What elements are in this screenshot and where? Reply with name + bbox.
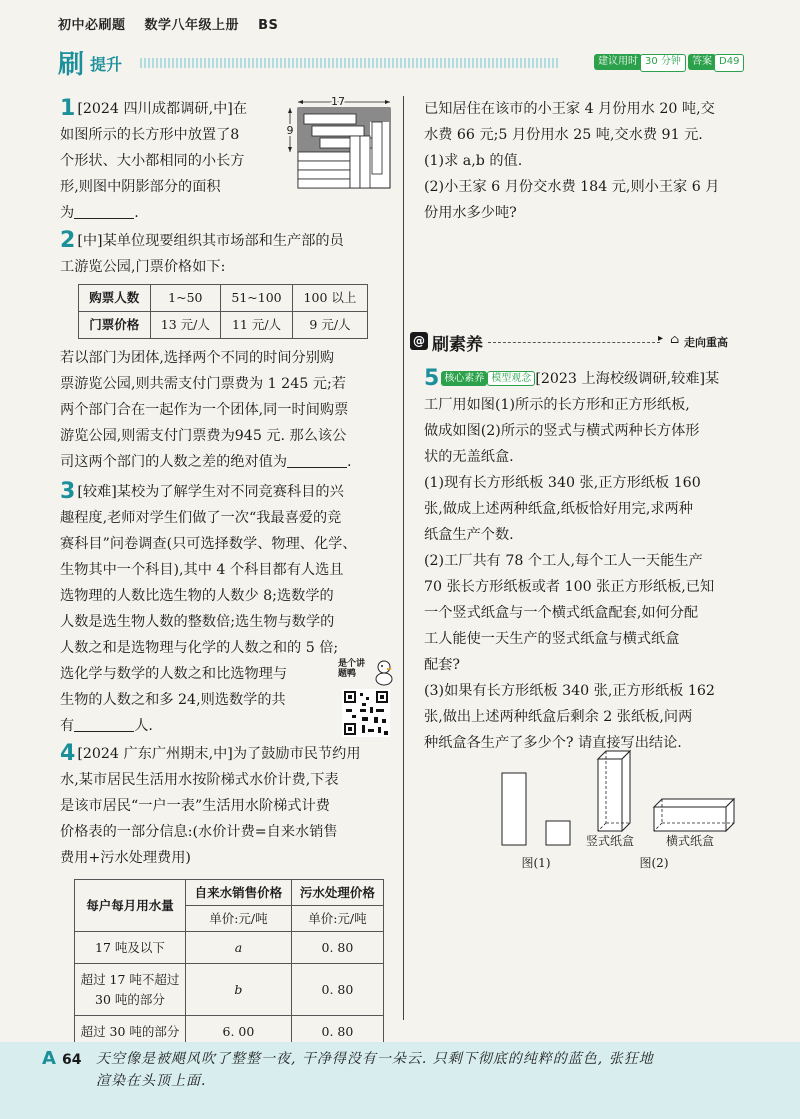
literacy-section-title: 刷素养	[432, 335, 483, 355]
box-figures	[490, 745, 750, 875]
left-column	[60, 96, 390, 1048]
question-text: [2024 广东广州期末,中]为了鼓励市民节约用	[77, 746, 361, 762]
table-cell: 9 元/人	[292, 312, 367, 339]
table-cell: b	[186, 964, 292, 1016]
footer-quote	[96, 1048, 746, 1092]
question-text: 为	[60, 205, 75, 221]
table-cell: a	[186, 932, 292, 964]
time-value: 30 分钟	[640, 54, 686, 72]
question-text: 份用水多少吨?	[424, 205, 517, 221]
table-cell: 13 元/人	[150, 312, 220, 339]
figure-2-label: 图(2)	[639, 856, 669, 870]
question-text: 两个部门合在一起作为一个团体,同一时间购票	[60, 402, 349, 418]
qr-code-icon	[342, 689, 390, 737]
section-sub-title: 提升	[90, 55, 123, 74]
question-text: 水,某市居民生活用水按阶梯式水价计费,下表	[60, 772, 339, 788]
literacy-section-header	[410, 330, 740, 354]
question-text: 司这两个部门的人数之差的绝对值为	[60, 454, 288, 470]
section-arrow-line	[488, 342, 660, 343]
answer-page: D49	[714, 54, 744, 72]
question-number: 2	[60, 228, 76, 253]
square-board	[546, 821, 570, 845]
answer-blank[interactable]	[287, 453, 347, 468]
water-price-table	[74, 879, 384, 1048]
section-header	[58, 44, 738, 78]
table-cell: 11 元/人	[221, 312, 293, 339]
vertical-box-label: 竖式纸盒	[585, 834, 635, 848]
question-text: (1)求 a,b 的值.	[424, 153, 523, 169]
table-cell: 自来水销售价格	[186, 880, 292, 906]
question-text: 形,则图中阴影部分的面积	[60, 179, 221, 195]
table-cell: 0. 80	[291, 932, 383, 964]
question-2	[60, 228, 390, 475]
table-cell: 100 以上	[292, 285, 367, 312]
question-number: 3	[60, 479, 76, 504]
horizontal-box-drawing	[654, 799, 734, 831]
question-text: [中]某单位现要组织其市场部和生产部的员	[77, 233, 344, 249]
column-divider	[403, 96, 404, 1020]
question-text: 70 张长方形纸板或者 100 张正方形纸板,已知	[424, 579, 715, 595]
ticket-price-table	[78, 284, 368, 339]
section-main-title: 刷	[58, 50, 85, 80]
answer-label: 答案	[688, 54, 716, 70]
question-text: [2024 四川成都调研,中]在	[77, 101, 248, 117]
question-5	[424, 366, 744, 756]
quote-line: 渲染在头顶上面.	[96, 1073, 207, 1089]
question-number: 1	[60, 96, 76, 121]
footer-a-icon: A	[42, 1048, 56, 1069]
question-text: 趣程度,老师对学生们做了一次“我最喜爱的竞	[60, 510, 342, 526]
quote-line: 天空像是被飓风吹了整整一夜, 干净得没有一朵云. 只剩下彻底的纯粹的蓝色, 张狂地	[96, 1051, 654, 1067]
question-text: 工人能使一天生产的竖式纸盒与横式纸盒	[424, 631, 680, 647]
book-title: 初中必刷题	[58, 18, 126, 33]
question-text: .	[347, 454, 352, 470]
question-text: (3)如果有长方形纸板 340 张,正方形纸板 162	[424, 683, 715, 699]
table-cell: 17 吨及以下	[75, 932, 186, 964]
question-text: 做成如图(2)所示的竖式与横式两种长方体形	[424, 423, 700, 439]
question-text: 纸盒生产个数.	[424, 527, 514, 543]
question-text: 如图所示的长方形中放置了8	[60, 127, 240, 143]
question-text: 状的无盖纸盒.	[424, 449, 514, 465]
question-text: (1)现有长方形纸板 340 张,正方形纸板 160	[424, 475, 701, 491]
question-text: 票游览公园,则共需支付门票费为 1 245 元;若	[60, 376, 346, 392]
table-cell: 51~100	[221, 285, 293, 312]
question-number: 4	[60, 741, 76, 766]
question-4-continued	[424, 96, 744, 226]
question-text: 是该市居民“一户一表”生活用水阶梯式计费	[60, 798, 330, 814]
question-text: 选物理的人数比选生物的人数少 8;选数学的	[60, 588, 334, 604]
table-cell: 0. 80	[291, 964, 383, 1016]
arrow-icon: ▸	[658, 333, 664, 344]
table-cell-line: 30 吨的部分	[95, 991, 165, 1007]
question-text: 种纸盒各生产了多少个? 请直接写出结论.	[424, 735, 682, 751]
question-text: 张,做成上述两种纸盒,纸板恰好用完,求两种	[424, 501, 693, 517]
table-cell: 每户每月用水量	[75, 880, 186, 932]
qr-widget[interactable]	[338, 659, 398, 741]
vertical-box-drawing	[598, 751, 630, 831]
table-cell: 污水处理价格	[291, 880, 383, 906]
edition-label: BS	[258, 18, 279, 33]
question-1	[60, 96, 390, 228]
question-text: [2023 上海校级调研,较难]某	[535, 371, 720, 387]
question-text: (2)工厂共有 78 个工人,每个工人一天能生产	[424, 553, 703, 569]
question-text: 有	[60, 718, 75, 734]
question-text: 人.	[134, 718, 153, 734]
table-cell: 单价:元/吨	[291, 906, 383, 932]
question-text: 张,做出上述两种纸盒后剩余 2 张纸板,问两	[424, 709, 693, 725]
table-cell: 门票价格	[79, 312, 151, 339]
book-header	[58, 14, 292, 33]
rectangle-board	[502, 773, 526, 845]
question-text: 选化学与数学的人数之和比选物理与	[60, 666, 288, 682]
question-text: 一个竖式纸盒与一个横式纸盒配套,如何分配	[424, 605, 699, 621]
rectangle-figure	[286, 96, 396, 192]
question-text: 人数之和是选物理与化学的人数之和的 5 倍;	[60, 640, 339, 656]
answer-blank[interactable]	[74, 204, 134, 219]
duck-mascot-icon	[372, 659, 396, 687]
horizontal-box-label: 横式纸盒	[665, 834, 715, 848]
question-4	[60, 741, 390, 1048]
question-text: 价格表的一部分信息:(水价计费=自来水销售	[60, 824, 338, 840]
model-concept-badge: 模型观念	[487, 371, 535, 386]
question-text: 水费 66 元;5 月份用水 25 吨,交水费 91 元.	[424, 127, 703, 143]
question-3	[60, 479, 390, 739]
question-number: 5	[424, 366, 440, 391]
table-cell: 超过 30 吨的部分	[75, 1016, 186, 1048]
question-text: (2)小王家 6 月份交水费 184 元,则小王家 6 月	[424, 179, 720, 195]
question-text: 游览公园,则需支付门票费为945 元. 那么该公	[60, 428, 347, 444]
question-text: 工厂用如图(1)所示的长方形和正方形纸板,	[424, 397, 690, 413]
figure-1-label: 图(1)	[521, 856, 551, 870]
table-cell	[75, 964, 186, 1016]
table-cell: 1~50	[150, 285, 220, 312]
table-cell: 购票人数	[79, 285, 151, 312]
table-cell: 6. 00	[186, 1016, 292, 1048]
table-cell: 单价:元/吨	[186, 906, 292, 932]
question-text: 赛科目”问卷调查(只可选择数学、物理、化学、	[60, 536, 357, 552]
time-label: 建议用时	[594, 54, 642, 70]
section-icon: @	[410, 332, 428, 350]
page-footer	[0, 1042, 800, 1119]
section-right-label: 走向重高	[684, 336, 728, 349]
table-cell: 0. 80	[291, 1016, 383, 1048]
question-text: [较难]某校为了解学生对不同竞赛科目的兴	[77, 484, 344, 500]
question-text: 费用+污水处理费用)	[60, 850, 191, 866]
question-text: 已知居住在该市的小王家 4 月份用水 20 吨,交	[424, 101, 715, 117]
page-number: 64	[62, 1052, 82, 1068]
question-text: .	[134, 205, 139, 221]
table-cell-line: 超过 17 吨不超过	[80, 971, 180, 987]
figure-width-label: 17	[331, 96, 345, 108]
question-text: 若以部门为团体,选择两个不同的时间分别购	[60, 350, 335, 366]
qr-label: 是个讲题鸭	[338, 659, 366, 679]
school-icon: ⌂	[670, 332, 680, 346]
question-text: 人数是选生物人数的整数倍;选生物与数学的	[60, 614, 335, 630]
dotted-divider	[140, 58, 560, 68]
core-literacy-badge: 核心素养	[441, 371, 487, 386]
question-text: 生物其中一个科目),其中 4 个科目都有人选且	[60, 562, 344, 578]
question-text: 工游览公园,门票价格如下:	[60, 259, 226, 275]
question-text: 生物的人数之和多 24,则选数学的共	[60, 692, 286, 708]
answer-blank[interactable]	[74, 717, 134, 732]
subject-title: 数学八年级上册	[144, 18, 240, 33]
question-text: 配套?	[424, 657, 460, 673]
question-text: 个形状、大小都相同的小长方	[60, 153, 245, 169]
right-column	[424, 96, 744, 226]
figure-height-label: 9	[286, 124, 294, 137]
